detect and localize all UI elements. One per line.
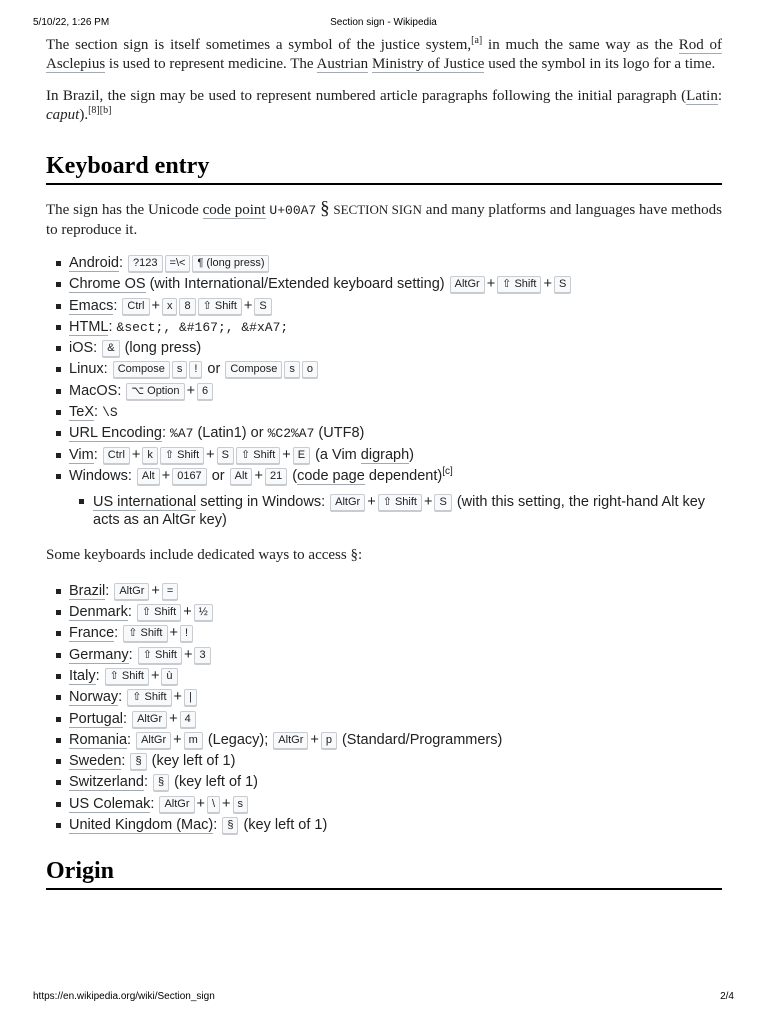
key-ctrl: Ctrl [122, 298, 149, 315]
link-austrian[interactable]: Austrian [316, 55, 369, 72]
article-content [46, 36, 722, 890]
link-denmark[interactable]: Denmark [69, 604, 128, 621]
key-alt: Alt [137, 468, 160, 485]
key-section: § [130, 753, 146, 770]
key-half: ½ [194, 604, 213, 621]
link-latin[interactable]: Latin [686, 88, 718, 104]
link-norway[interactable]: Norway [69, 689, 119, 706]
list-item-tex: TeX: \S [46, 402, 722, 423]
print-date: 5/10/22, 1:26 PM [33, 17, 110, 28]
key-altgr: AltGr [450, 276, 485, 293]
unicode-name: SECTION SIGN [333, 202, 422, 217]
key-altgr: AltGr [273, 732, 308, 749]
print-page-number: 2/4 [720, 991, 734, 1002]
reference-a[interactable]: [a] [471, 35, 483, 46]
link-romania[interactable]: Romania [69, 731, 128, 748]
link-switzerland[interactable]: Switzerland [69, 774, 144, 791]
key-option: ⌥ Option [126, 383, 184, 400]
key-shift: ⇧ Shift [138, 647, 182, 664]
list-item-us-colemak: US Colemak: AltGr + \ + s [46, 794, 722, 815]
key-pilcrow-long-press: ¶ (long press) [192, 255, 269, 272]
key-k: k [142, 447, 158, 464]
link-chrome-os[interactable]: Chrome OS [69, 276, 146, 293]
key-shift: ⇧ Shift [137, 604, 181, 621]
key-exclamation: ! [189, 361, 202, 378]
list-item-vim: Vim: Ctrl + k ⇧ Shift + S ⇧ Shift + E (a Vim digraph) [46, 445, 722, 466]
link-digraph[interactable]: digraph [360, 446, 410, 463]
key-x: x [162, 298, 178, 315]
link-android[interactable]: Android [69, 255, 119, 271]
list-item-switzerland: Switzerland: § (key left of 1) [46, 772, 722, 793]
link-code-page[interactable]: code page [297, 467, 365, 484]
unicode-code: U+00A7 [269, 203, 317, 218]
key-s: S [554, 276, 571, 293]
link-url-encoding[interactable]: URL Encoding [69, 425, 162, 442]
key-s: S [434, 494, 451, 511]
key-compose: Compose [113, 361, 170, 378]
key-pipe: | [184, 689, 197, 706]
print-page-title: Section sign - Wikipedia [330, 17, 437, 28]
list-item-portugal: Portugal: AltGr + 4 [46, 709, 722, 730]
list-item-united-kingdom-mac: United Kingdom (Mac): § (key left of 1) [46, 815, 722, 836]
link-italy[interactable]: Italy [69, 667, 96, 684]
list-item-chromeos: Chrome OS (with International/Extended keyboard setting) AltGr + ⇧ Shift + S [46, 274, 722, 295]
key-altgr: AltGr [330, 494, 365, 511]
key-s: s [172, 361, 188, 378]
key-4: 4 [180, 711, 196, 728]
key-altgr: AltGr [136, 732, 171, 749]
key-shift: ⇧ Shift [236, 447, 280, 464]
dedicated-keyboards-list [46, 581, 722, 837]
key-shift: ⇧ Shift [127, 689, 171, 706]
key-section: § [222, 817, 238, 834]
reference-c[interactable]: [c] [442, 466, 453, 478]
key-equals-less: =\< [165, 255, 191, 272]
link-germany[interactable]: Germany [69, 646, 129, 663]
list-item-norway: Norway: ⇧ Shift + | [46, 687, 722, 708]
link-vim[interactable]: Vim [69, 446, 94, 463]
key-equals: = [162, 583, 178, 600]
link-sweden[interactable]: Sweden [69, 753, 122, 770]
key-s: s [284, 361, 300, 378]
key-altgr: AltGr [132, 711, 167, 728]
list-item-france: France: ⇧ Shift + ! [46, 623, 722, 644]
key-e: E [293, 447, 310, 464]
key-s: S [217, 447, 234, 464]
link-united-kingdom-mac[interactable]: United Kingdom (Mac) [69, 817, 214, 834]
key-123: ?123 [128, 255, 162, 272]
list-item-denmark: Denmark: ⇧ Shift + ½ [46, 602, 722, 623]
key-ampersand: & [102, 340, 119, 357]
key-compose: Compose [225, 361, 282, 378]
heading-origin: Origin [46, 856, 722, 890]
list-item-url-encoding: URL Encoding: %A7 (Latin1) or %C2%A7 (UTF8) [46, 423, 722, 444]
link-emacs[interactable]: Emacs [69, 297, 114, 314]
link-us-international[interactable]: US international [93, 494, 197, 511]
key-shift: ⇧ Shift [123, 625, 167, 642]
link-code-point[interactable]: code point [202, 202, 266, 218]
key-shift: ⇧ Shift [160, 447, 204, 464]
section-symbol: § [320, 198, 330, 219]
key-exclamation: ! [180, 625, 193, 642]
link-tex[interactable]: TeX [69, 404, 94, 421]
key-m: m [184, 732, 203, 749]
url-utf8: %C2%A7 [267, 426, 315, 442]
link-ministry-of-justice[interactable]: Ministry of Justice [371, 55, 485, 72]
list-item-ios: iOS: & (long press) [46, 338, 722, 359]
paragraph-justice-symbol: The section sign is itself sometimes a symbol of the justice system,[a] in much the same way as the Rod of Asclepius is used to represent medicine. The Austrian Ministry of Justice used the symbol in its logo for a time. [46, 35, 722, 72]
paragraph-brazil: In Brazil, the sign may be used to represent numbered article paragraphs following the initial paragraph (Latin: caput).[8][b] [46, 88, 722, 123]
link-portugal[interactable]: Portugal [69, 710, 124, 727]
reference-8[interactable]: [8] [88, 104, 100, 116]
key-shift: ⇧ Shift [497, 276, 541, 293]
label-linux: Linux [69, 361, 104, 378]
tex-command: \S [102, 405, 118, 421]
print-footer [33, 991, 734, 1005]
print-url: https://en.wikipedia.org/wiki/Section_sign [33, 991, 215, 1002]
list-item-html: HTML: &sect;, &#167;, &#xA7; [46, 317, 722, 338]
key-ctrl: Ctrl [103, 447, 130, 464]
key-u-grave: ù [161, 668, 177, 685]
paragraph-dedicated-keyboards: Some keyboards include dedicated ways to access §: [46, 547, 363, 564]
key-0167: 0167 [172, 468, 206, 485]
key-p: p [321, 732, 337, 749]
list-item-sweden: Sweden: § (key left of 1) [46, 751, 722, 772]
list-item-italy: Italy: ⇧ Shift + ù [46, 666, 722, 687]
list-item-brazil: Brazil: AltGr + = [46, 581, 722, 602]
key-altgr: AltGr [114, 583, 149, 600]
key-backslash: \ [207, 796, 220, 813]
link-html[interactable]: HTML [69, 318, 109, 335]
list-item-emacs: Emacs: Ctrl + x 8 ⇧ Shift + S [46, 296, 722, 317]
key-o: o [302, 361, 318, 378]
platform-methods-list [46, 253, 722, 529]
key-shift: ⇧ Shift [198, 298, 242, 315]
key-s: s [233, 796, 249, 813]
list-item-romania: Romania: AltGr + m (Legacy); AltGr + p (Standard/Programmers) [46, 730, 722, 751]
reference-b[interactable]: [b] [99, 104, 112, 116]
key-21: 21 [265, 468, 287, 485]
label-windows: Windows [69, 467, 128, 484]
link-brazil[interactable]: Brazil [69, 582, 106, 599]
url-latin1: %A7 [170, 426, 194, 442]
paragraph-unicode: The sign has the Unicode code point U+00A7 § SECTION SIGN and many platforms and languages have methods to reproduce it. [46, 198, 722, 238]
key-shift: ⇧ Shift [378, 494, 422, 511]
heading-keyboard-entry: Keyboard entry [46, 151, 722, 185]
list-item-windows: Windows: Alt + 0167 or Alt + 21 (code page dependent)[c] US international setting in Windows: AltGr + ⇧ Shift + S (with this setting, the right-hand Alt key acts as an AltGr key) [46, 466, 722, 529]
key-3: 3 [194, 647, 210, 664]
link-rod-of-asclepius[interactable]: Rod of Asclepius [46, 37, 722, 72]
list-item-germany: Germany: ⇧ Shift + 3 [46, 645, 722, 666]
key-alt: Alt [230, 468, 253, 485]
label-macos: MacOS [69, 382, 118, 399]
key-altgr: AltGr [159, 796, 194, 813]
print-header [33, 17, 734, 31]
html-entities: &sect;, &#167;, &#xA7; [116, 319, 289, 335]
label-ios: iOS [69, 340, 94, 357]
windows-sublist [69, 493, 722, 529]
key-8: 8 [179, 298, 195, 315]
link-us-colemak[interactable]: US Colemak [69, 795, 151, 812]
list-item-macos: MacOS: ⌥ Option + 6 [46, 381, 722, 402]
list-item-android: Android: ?123 =\< ¶ (long press) [46, 253, 722, 274]
key-6: 6 [197, 383, 213, 400]
key-shift: ⇧ Shift [105, 668, 149, 685]
list-item-linux: Linux: Compose s ! or Compose s o [46, 359, 722, 380]
key-section: § [153, 774, 169, 791]
link-france[interactable]: France [69, 625, 115, 642]
key-s: S [254, 298, 271, 315]
list-item-us-international: US international setting in Windows: AltGr + ⇧ Shift + S (with this setting, the right-hand Alt key acts as an AltGr key) [69, 493, 722, 529]
